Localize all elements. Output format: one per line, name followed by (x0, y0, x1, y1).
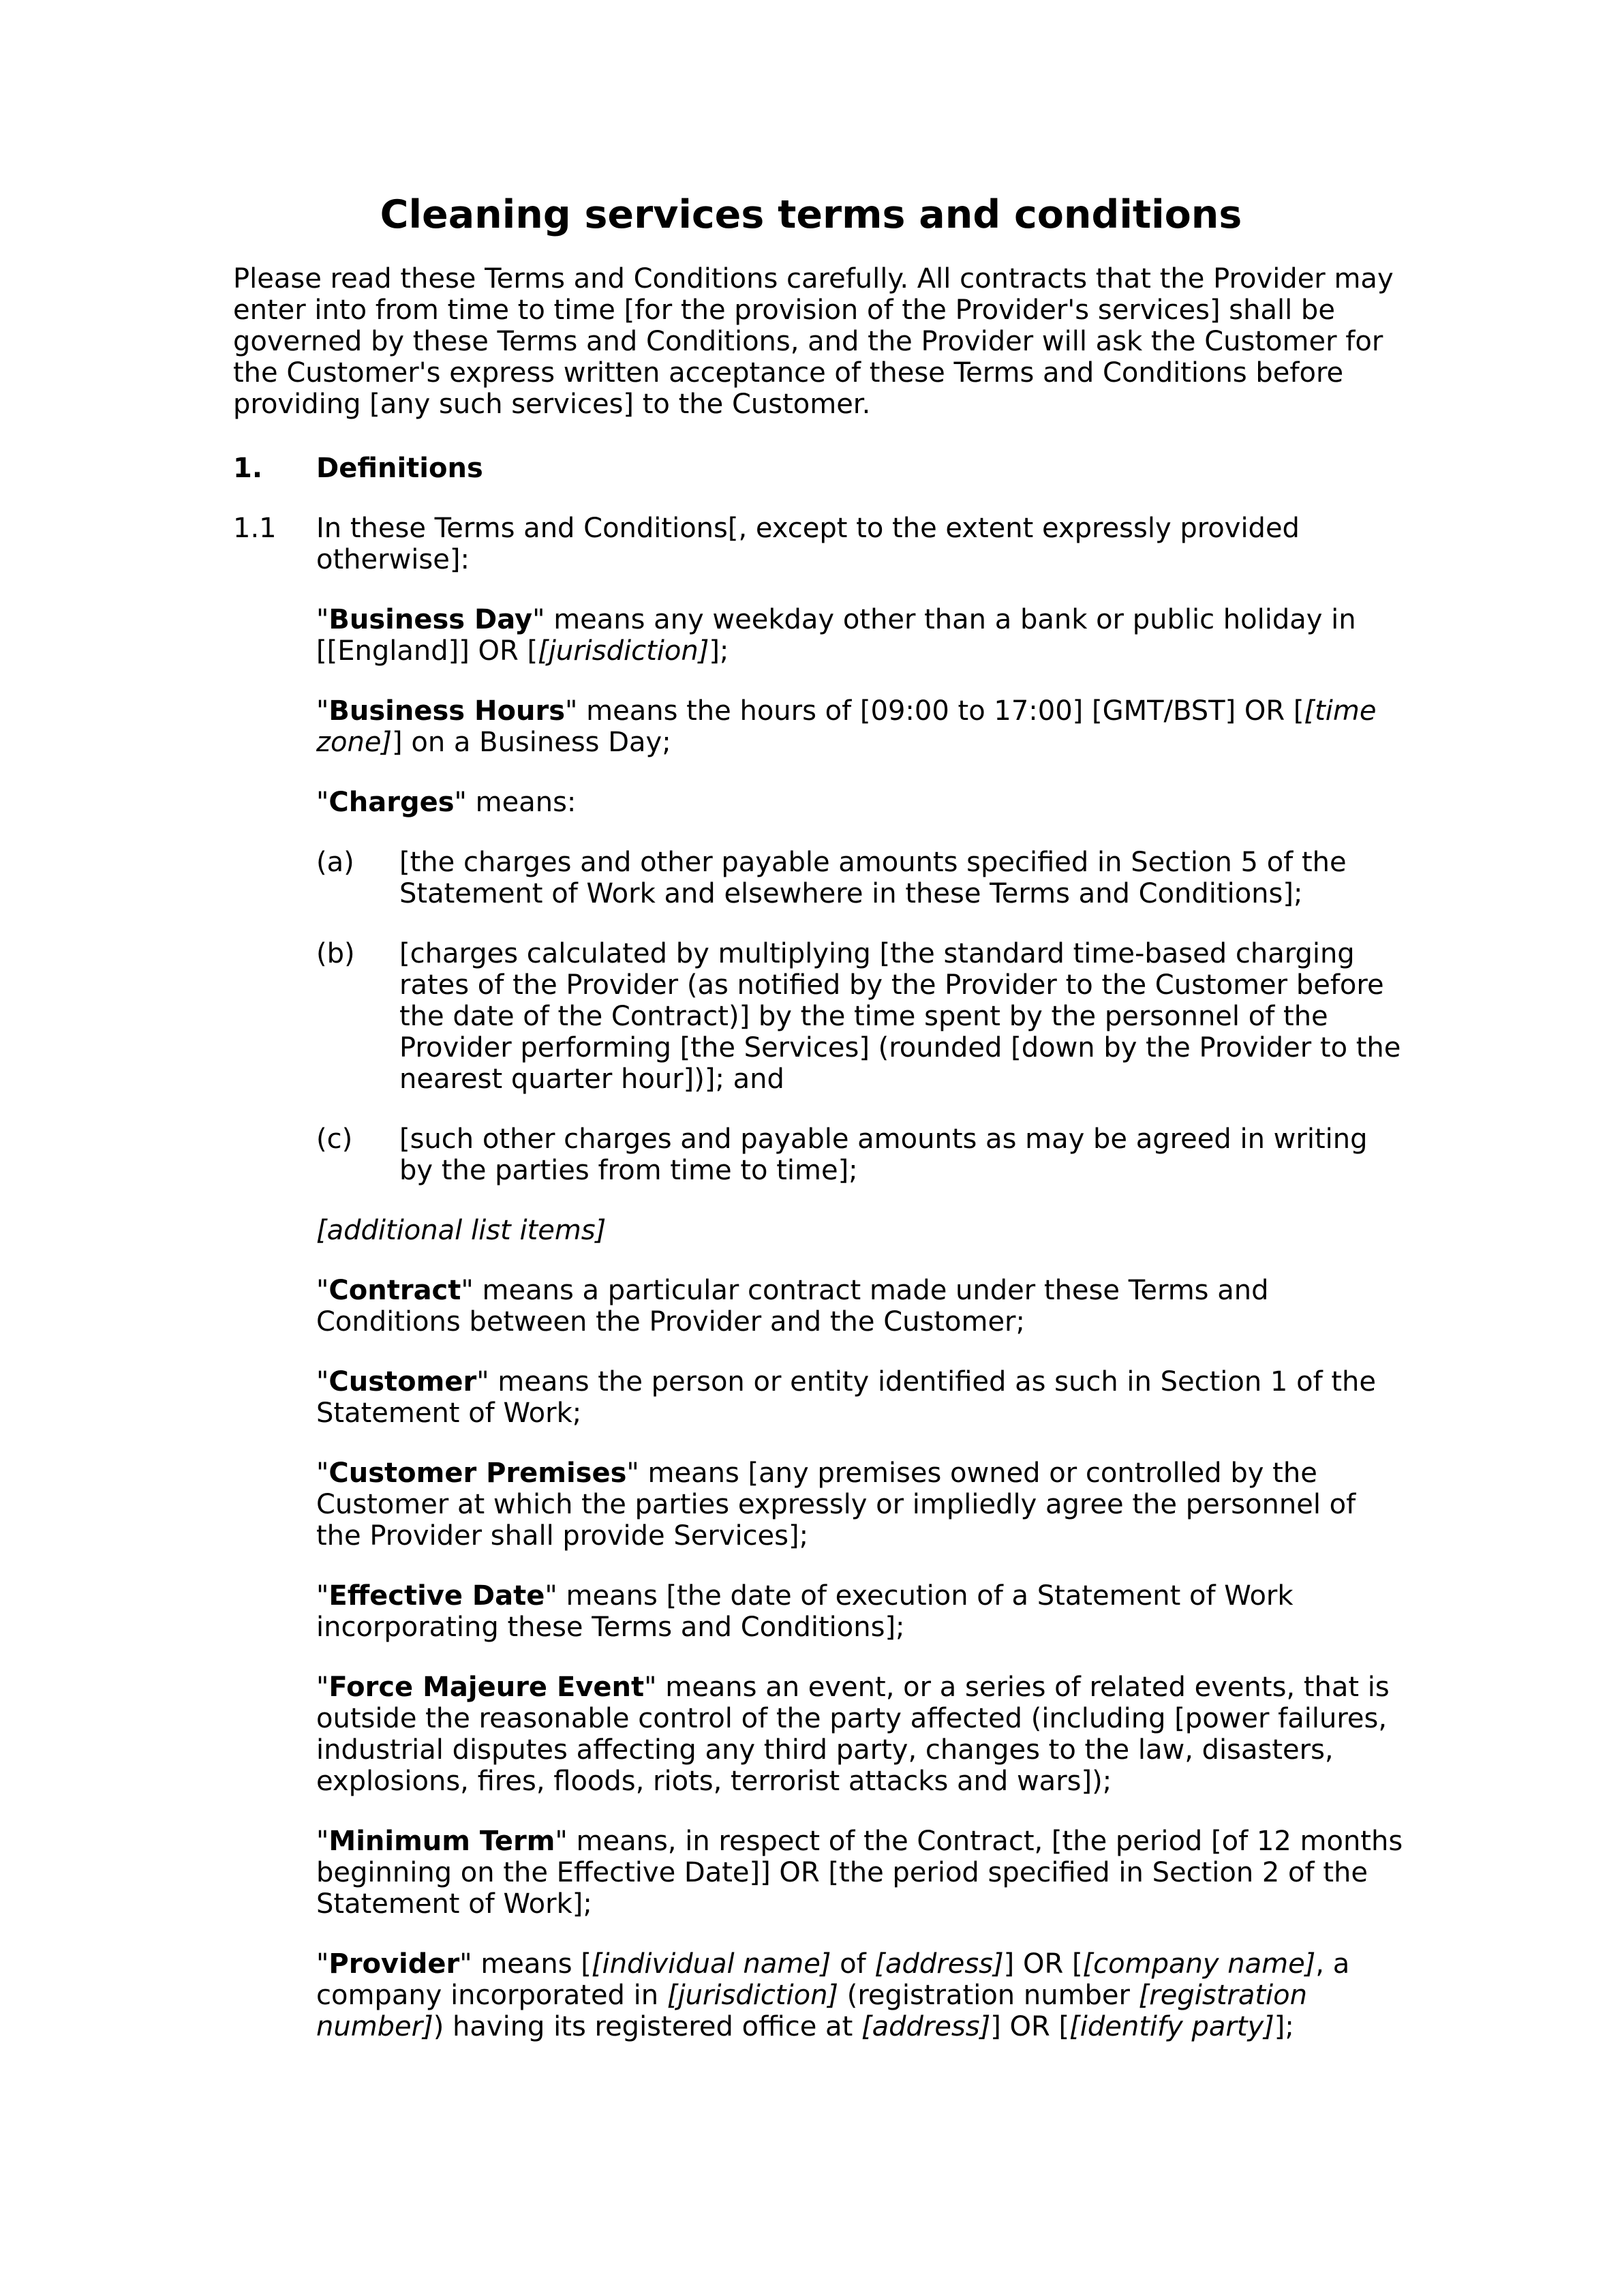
section-number: 1. (233, 453, 263, 484)
list-item-text: [such other charges and payable amounts as may be agreed in writing by the parties from time to time]; (399, 1123, 1368, 1186)
definition-business-day: "Business Day" means any weekday other than a bank or public holiday in [[England]] OR [[jurisdiction]]; (316, 604, 1356, 667)
defined-term: Customer Premises (328, 1457, 627, 1489)
definition-contract: "Contract" means a particular contract made under these Terms and Conditions between the Provider and the Customer; (316, 1275, 1269, 1338)
placeholder-text: [address] (874, 1948, 1004, 1980)
definition-business-hours: "Business Hours" means the hours of [09:00 to 17:00] [GMT/BST] OR [[time zone]] on a Business Day; (316, 695, 1377, 758)
additional-list-items: [additional list items] (316, 1215, 607, 1246)
definition-customer: "Customer" means the person or entity identified as such in Section 1 of the Statement of Work; (316, 1366, 1377, 1429)
definition-minimum-term: "Minimum Term" means, in respect of the Contract, [the period [of 12 months beginning on the Effective Date]] OR [the period specified in Section 2 of the Statement of Work]; (316, 1826, 1403, 1920)
section-heading-definitions (233, 453, 483, 484)
placeholder-text: [time zone] (316, 695, 1377, 758)
placeholder-text: [registration number] (316, 1980, 1307, 2042)
list-item-label: (a) (316, 847, 354, 878)
list-item (316, 847, 1407, 909)
placeholder-text: [jurisdiction] (667, 1980, 839, 2011)
list-item-label: (b) (316, 938, 355, 969)
defined-term: Provider (328, 1948, 460, 1980)
clause-text: In these Terms and Conditions[, except to the extent expressly provided otherwise]: (316, 513, 1300, 575)
list-item-label: (c) (316, 1123, 353, 1155)
definition-customer-premises: "Customer Premises" means [any premises owned or controlled by the Customer at which the parties expressly or impliedly agree the personnel of the Provider shall provide Services]; (316, 1457, 1356, 1552)
list-item (316, 1123, 1407, 1186)
list-item-text: [the charges and other payable amounts specified in Section 5 of the Statement of Work and elsewhere in these Terms and Conditions]; (399, 847, 1347, 909)
definition-effective-date: "Effective Date" means [the date of execution of a Statement of Work incorporating these Terms and Conditions]; (316, 1580, 1294, 1643)
clause-number: 1.1 (233, 513, 277, 544)
section-title: Definitions (316, 453, 483, 484)
placeholder-text: [individual name] (591, 1948, 831, 1980)
placeholder-text: [jurisdiction] (538, 635, 709, 667)
document-title: Cleaning services terms and conditions (380, 192, 1242, 237)
defined-term: Effective Date (328, 1580, 545, 1612)
definitions-list (316, 604, 1407, 2071)
definition-provider: "Provider" means [[individual name] of [address]] OR [[company name], a company incorporated in [jurisdiction] (registration number [registration number]) having its registered office at [address]] OR [[identify party]]; (316, 1948, 1350, 2042)
placeholder-text: [company name] (1082, 1948, 1316, 1980)
placeholder-text: [identify party] (1069, 2011, 1274, 2042)
defined-term: Force Majeure Event (328, 1672, 645, 1703)
defined-term: Business Day (328, 604, 533, 635)
intro-paragraph: Please read these Terms and Conditions carefully. All contracts that the Provider may enter into from time to time [for the provision of the Provider's services] shall be governed by these Terms and Conditions, and the Provider will ask the Customer for the Customer's express written acceptance of these Terms and Conditions before providing [any such services] to the Customer. (233, 263, 1394, 420)
defined-term: Contract (328, 1275, 461, 1306)
defined-term: Charges (328, 787, 455, 818)
defined-term: Customer (328, 1366, 477, 1398)
list-item-text: [charges calculated by multiplying [the standard time-based charging rates of the Provider (as notified by the Provider to the Customer before the date of the Contract)] by the time spent by the personnel of the Provider performing [the Services] (rounded [down by the Provider to the nearest quarter hour])]; and (399, 938, 1401, 1095)
definition-charges: "Charges" means: (316, 787, 577, 818)
defined-term: Minimum Term (328, 1826, 555, 1857)
list-item (316, 938, 1407, 1095)
definition-force-majeure-event: "Force Majeure Event" means an event, or a series of related events, that is outside the reasonable control of the party affected (including [power failures, industrial disputes affecting any third party, changes to the law, disasters, explosions, fires, floods, riots, terrorist attacks and wars]); (316, 1672, 1390, 1797)
placeholder-text: [address] (861, 2011, 991, 2042)
defined-term: Business Hours (328, 695, 566, 727)
